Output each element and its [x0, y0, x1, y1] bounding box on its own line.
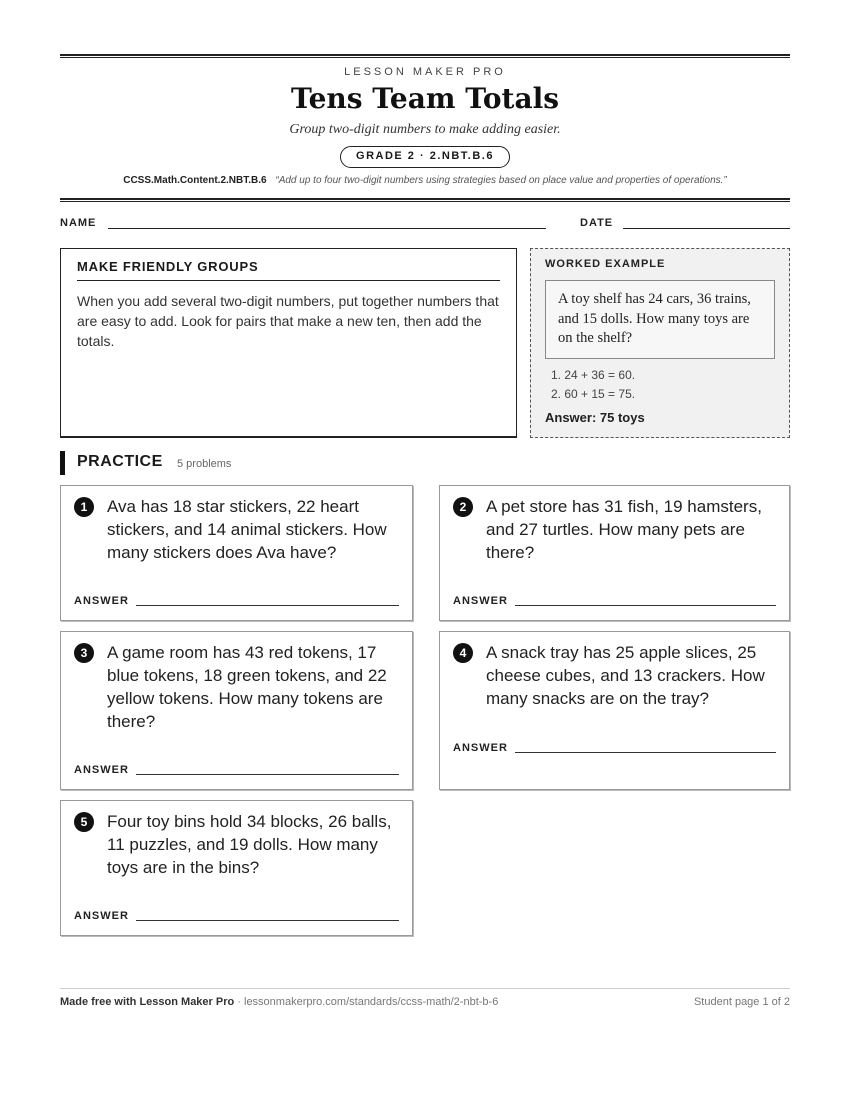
practice-accent-bar: [60, 451, 65, 475]
brand-name: LESSON MAKER PRO: [344, 66, 506, 78]
footer-credit: [60, 996, 498, 1008]
name-label: NAME: [60, 217, 97, 229]
problem-number-badge: 5: [74, 812, 94, 832]
problem-card-1: [60, 485, 413, 621]
practice-heading: PRACTICE: [77, 453, 163, 470]
problem-card-2: [439, 485, 790, 621]
grade-badge: GRADE 2 · 2.NBT.B.6: [340, 146, 510, 168]
problem-text: Four toy bins hold 34 blocks, 26 balls, 11 puzzles, and 19 dolls. How many toys are in the bins?: [107, 812, 392, 877]
worked-example-problem: A toy shelf has 24 cars, 36 trains, and 15 dolls. How many toys are on the shelf?: [545, 280, 775, 359]
footer-page-number: Student page 1 of 2: [693, 996, 790, 1008]
answer-field[interactable]: [515, 605, 776, 606]
answer-field[interactable]: [136, 774, 399, 775]
problem-card-3: [60, 631, 413, 790]
worked-example-step: 2. 60 + 15 = 75.: [551, 386, 636, 401]
answer-label: ANSWER: [74, 764, 129, 776]
standard-code: CCSS.Math.Content.2.NBT.B.6: [123, 175, 267, 186]
answer-field[interactable]: [136, 920, 399, 921]
intro-box: [60, 248, 517, 438]
problem-number-badge: 2: [453, 497, 473, 517]
date-field[interactable]: [623, 228, 790, 229]
name-field[interactable]: [108, 228, 546, 229]
page-subtitle: Group two-digit numbers to make adding easier.: [289, 122, 561, 137]
answer-label: ANSWER: [74, 910, 129, 922]
problem-text: A game room has 43 red tokens, 17 blue tokens, 18 green tokens, and 22 yellow tokens. How many tokens are there?: [107, 643, 387, 731]
problem-number-badge: 1: [74, 497, 94, 517]
problem-number-badge: 4: [453, 643, 473, 663]
intro-heading: MAKE FRIENDLY GROUPS: [77, 259, 500, 281]
answer-label: ANSWER: [74, 595, 129, 607]
footer-url[interactable]: · lessonmakerpro.com/standards/ccss-math/2-nbt-b-6: [234, 996, 499, 1008]
standard-description: “Add up to four two-digit numbers using strategies based on place value and properties of operations.”: [275, 175, 727, 186]
header-rule: [60, 198, 790, 202]
problem-text: Ava has 18 star stickers, 22 heart stickers, and 14 animal stickers. How many stickers does Ava have?: [107, 497, 387, 562]
answer-label: ANSWER: [453, 742, 508, 754]
footer-rule: [60, 988, 790, 989]
intro-body: When you add several two-digit numbers, put together numbers that are easy to add. Look for pairs that make a new ten, then add the totals.: [77, 293, 499, 349]
worked-example-step: 1. 24 + 36 = 60.: [551, 367, 636, 382]
standard-line: [0, 175, 850, 186]
problem-text: A snack tray has 25 apple slices, 25 cheese cubes, and 13 crackers. How many snacks are on the tray?: [486, 643, 765, 708]
worked-example-answer: Answer: 75 toys: [545, 409, 645, 425]
practice-count: 5 problems: [177, 458, 232, 470]
worked-example-steps: [545, 366, 775, 404]
worked-example-heading: WORKED EXAMPLE: [545, 258, 666, 270]
problem-number-badge: 3: [74, 643, 94, 663]
top-rule: [60, 54, 790, 58]
footer-made-with: Made free with Lesson Maker Pro: [60, 996, 235, 1008]
answer-field[interactable]: [515, 752, 776, 753]
answer-label: ANSWER: [453, 595, 508, 607]
problem-card-5: [60, 800, 413, 936]
page-title: Tens Team Totals: [290, 82, 560, 115]
problem-text: A pet store has 31 fish, 19 hamsters, and 27 turtles. How many pets are there?: [486, 497, 762, 562]
date-label: DATE: [580, 217, 614, 229]
problem-card-4: [439, 631, 790, 790]
worked-example-box: [530, 248, 790, 438]
answer-field[interactable]: [136, 605, 399, 606]
